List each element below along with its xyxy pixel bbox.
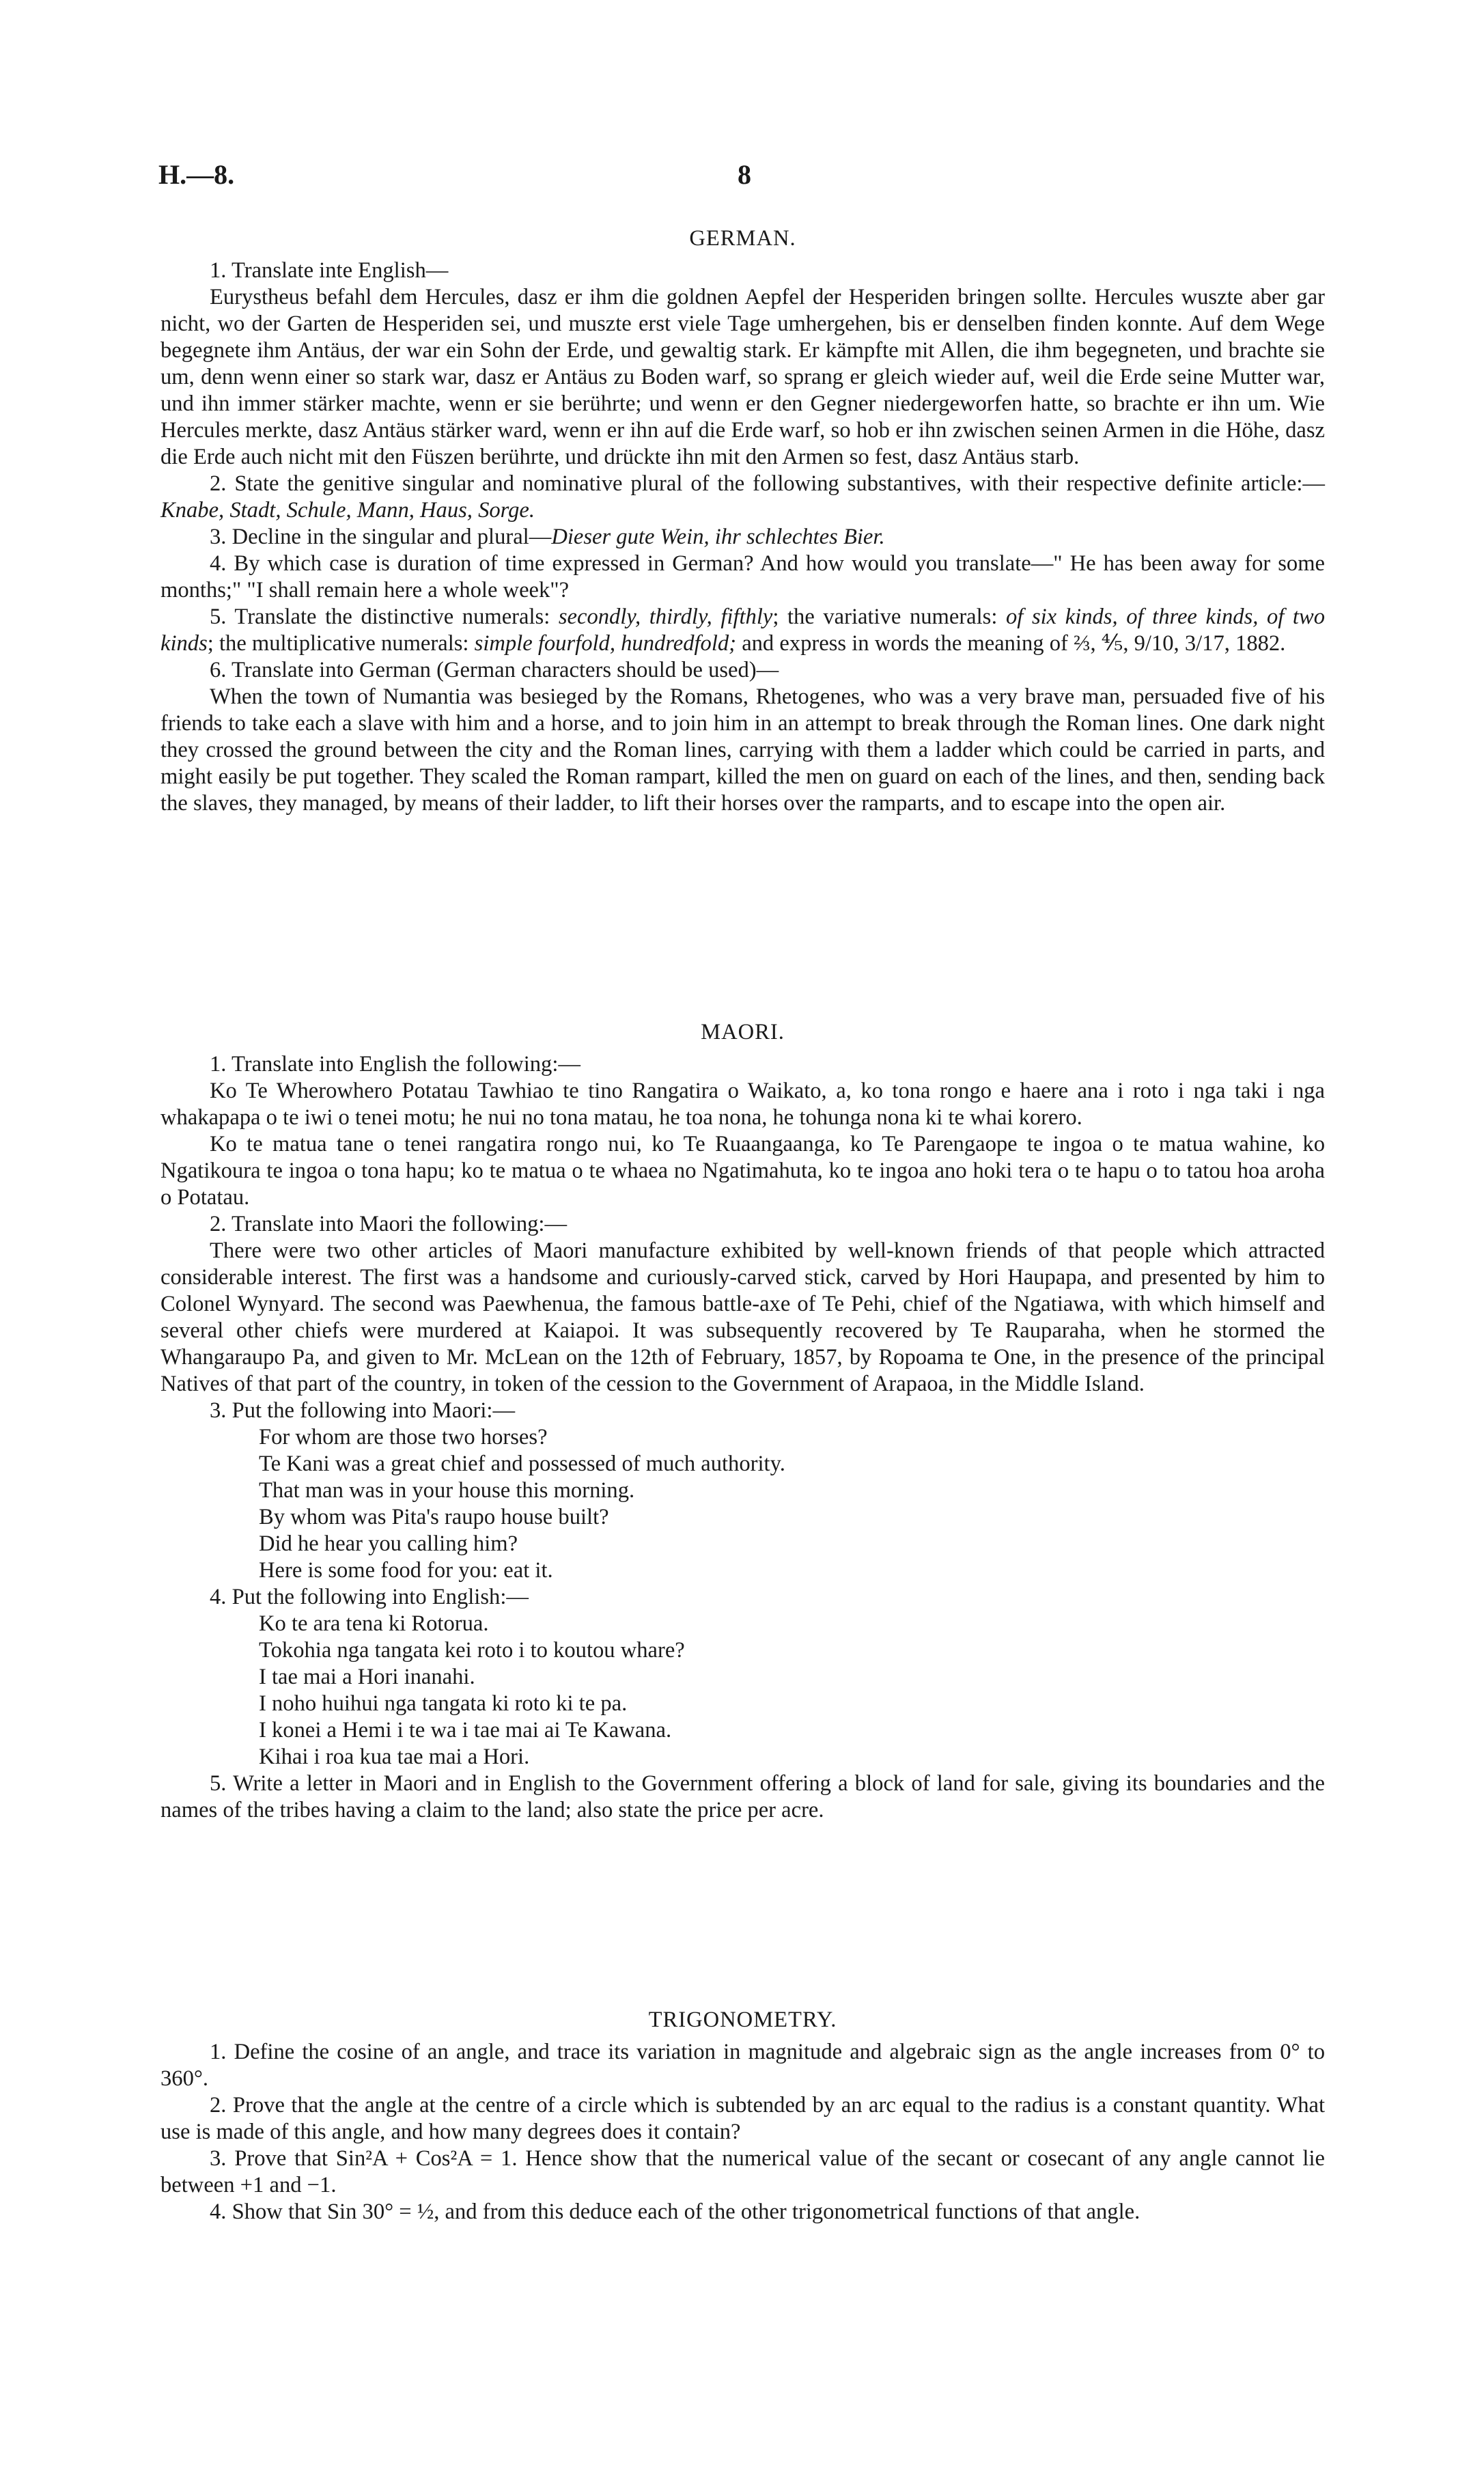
list-item: Ko te ara tena ki Rotorua. [259,1611,489,1636]
german-q1-label: 1. Translate inte English— [210,258,449,283]
section-trigonometry [160,2007,1325,2225]
list-item: Did he hear you calling him? [259,1531,518,1556]
list-item: Kihai i roa kua tae mai a Hori. [259,1745,530,1769]
german-q6-text: When the town of Numantia was besieged by the Romans, Rhetogenes, who was a very brave man, persuaded five of his friends to take each a slave with him and a horse, and to join him in an attempt to break through the Roman lines. One dark night they crossed the ground between the city and the Roman lines, carrying with them a ladder which could be carried in parts, and might easily be put together. They scaled the Roman rampart, killed the men on guard on each of the lines, and then, sending back the slaves, they managed, by means of their ladder, to lift their horses over the ramparts, and to escape into the open air. [160,684,1325,816]
german-q2-text: 2. State the genitive singular and nominative plural of the following substantives, with their respective definite article:— [210,471,1325,496]
list-item: For whom are those two horses? [259,1425,548,1449]
maori-q4-list [160,1611,1325,1771]
maori-q3-list [160,1424,1325,1584]
german-q6-label: 6. Translate into German (German characters should be used)— [210,658,779,682]
list-item: That man was in your house this morning. [259,1478,635,1503]
trig-q2: 2. Prove that the angle at the centre of a circle which is subtended by an arc equal to the radius is a constant quantity. What use is made of this angle, and how many degrees does it contain? [160,2093,1325,2144]
list-item: Tokohia nga tangata kei roto i to koutou whare? [259,1638,685,1663]
maori-q5: 5. Write a letter in Maori and in English to the Government offering a block of land for sale, giving its boundaries and the names of the tribes having a claim to the land; also state the price per acre. [160,1771,1325,1822]
section-title-trigonometry: TRIGONOMETRY. [648,2008,837,2032]
maori-q2-label: 2. Translate into Maori the following:— [210,1212,568,1236]
section-maori [160,1019,1325,1824]
german-q2-words: Knabe, Stadt, Schule, Mann, Haus, Sorge. [160,498,535,523]
german-q5-part-a: 5. Translate the distinctive numerals: [210,605,550,629]
section-title-german: GERMAN. [689,226,796,251]
list-item: I konei a Hemi i te wa i tae mai ai Te Kawana. [259,1718,672,1743]
maori-q4-label: 4. Put the following into English:— [210,1585,529,1609]
maori-q1-para-2: Ko te matua tane o tenei rangatira rongo nui, ko Te Ruaangaanga, ko Te Parengaope te ingoa o te matua wahine, ko Ngatikoura te ingoa o tona hapu; ko te matua o te whaea no Ngatimahuta, ko te ingoa ano hoki tera o te hapu o to tatou hoa aroha o Potatau. [160,1132,1325,1210]
section-title-maori: MAORI. [701,1020,785,1044]
maori-q3-label: 3. Put the following into Maori:— [210,1398,516,1423]
german-q5-part-g: and express in words the meaning of ⅔, ⅘, 9/10, 3/17, 1882. [742,631,1286,656]
trig-q3: 3. Prove that Sin²A + Cos²A = 1. Hence show that the numerical value of the secant or cosecant of any angle cannot lie between +1 and −1. [160,2146,1325,2197]
maori-q2-text: There were two other articles of Maori manufacture exhibited by well-known friends of that people which attracted considerable interest. The first was a handsome and curiously-carved stick, carved by Hori Haupapa, and presented by him to Colonel Wynyard. The second was Paewhenua, the famous battle-axe of Te Pehi, chief of the Ngatiawa, with which himself and several other chiefs were murdered at Kaiapoi. It was subsequently recovered by Te Rauparaha, when he stormed the Whangaraupo Pa, and given to Mr. McLean on the 12th of February, 1857, by Ropoama te One, in the presence of the principal Natives of that part of the country, in token of the cession to the Government of Arapaoa, in the Middle Island. [160,1238,1325,1396]
german-q5-part-d: of six kinds, of three kinds, of two kinds [160,605,1325,656]
trig-q1: 1. Define the cosine of an angle, and trace its variation in magnitude and algebraic sign as the angle increases from 0° to 360°. [160,2040,1325,2091]
german-q5-part-e: ; the multiplicative numerals: [207,631,469,656]
list-item: Here is some food for you: eat it. [259,1558,553,1583]
german-q5 [160,604,1325,657]
german-q3-words: Dieser gute Wein, ihr schlechtes Bier. [551,525,885,549]
maori-q1-label: 1. Translate into English the following:— [210,1052,580,1077]
list-item: I noho huihui nga tangata ki roto ki te pa. [259,1691,628,1716]
german-q3 [160,524,1325,551]
report-reference: H.—8. [158,159,235,190]
german-q1-text: Eurystheus befahl dem Hercules, dasz er ihm die goldnen Aepfel der Hesperiden bringen sollte. Hercules wuszte aber gar nicht, wo der Garten de Hesperiden sei, und muszte erst viele Tage umhergehen, bis er denselben finden konnte. Auf dem Wege begegnete ihm Antäus, der war ein Sohn der Erde, und gewaltig stark. Er kämpfte mit Allen, die ihm begegneten, und brachte sie um, denn wenn einer so stark war, dasz er Antäus zu Boden warf, so sprang er gleich wieder auf, weil die Erde seine Mutter war, und ihn immer stärker machte, wenn er sie berührte; und wenn er den Gegner niedergeworfen hatte, so brachte er ihn um. Wie Hercules merkte, dasz Antäus stärker ward, wenn er ihn auf die Erde warf, so hob er ihn zwischen seinen Armen in die Höhe, dasz die Erde auch nicht mit den Füszen berührte, und drückte ihn mit den Armen so fest, dasz Antäus starb. [160,285,1325,469]
german-q4: 4. By which case is duration of time expressed in German? And how would you translate—" He has been away for some months;" "I shall remain here a whole week"? [160,551,1325,602]
german-q5-part-f: simple fourfold, hundredfold; [474,631,737,656]
page-content [160,225,1325,2224]
page-number: 8 [738,159,751,190]
trig-q4: 4. Show that Sin 30° = ½, and from this deduce each of the other trigonometrical functions of that angle. [210,2199,1140,2224]
list-item: Te Kani was a great chief and possessed of much authority. [259,1452,785,1476]
german-q5-part-b: secondly, thirdly, fifthly [558,605,773,629]
section-german [160,225,1325,817]
german-q2 [160,471,1325,524]
german-q5-part-c: ; the variative numerals: [772,605,998,629]
list-item: By whom was Pita's raupo house built? [259,1505,609,1529]
german-q3-text: 3. Decline in the singular and plural— [210,525,552,549]
maori-q1-para-1: Ko Te Wherowhero Potatau Tawhiao te tino Rangatira o Waikato, a, ko tona rongo e haere ana i roto i nga taki i nga whakapapa o te iwi o tenei motu; he nui no tona matau, he toa nona, he tohunga nona ki te whai korero. [160,1079,1325,1130]
list-item: I tae mai a Hori inanahi. [259,1665,475,1689]
